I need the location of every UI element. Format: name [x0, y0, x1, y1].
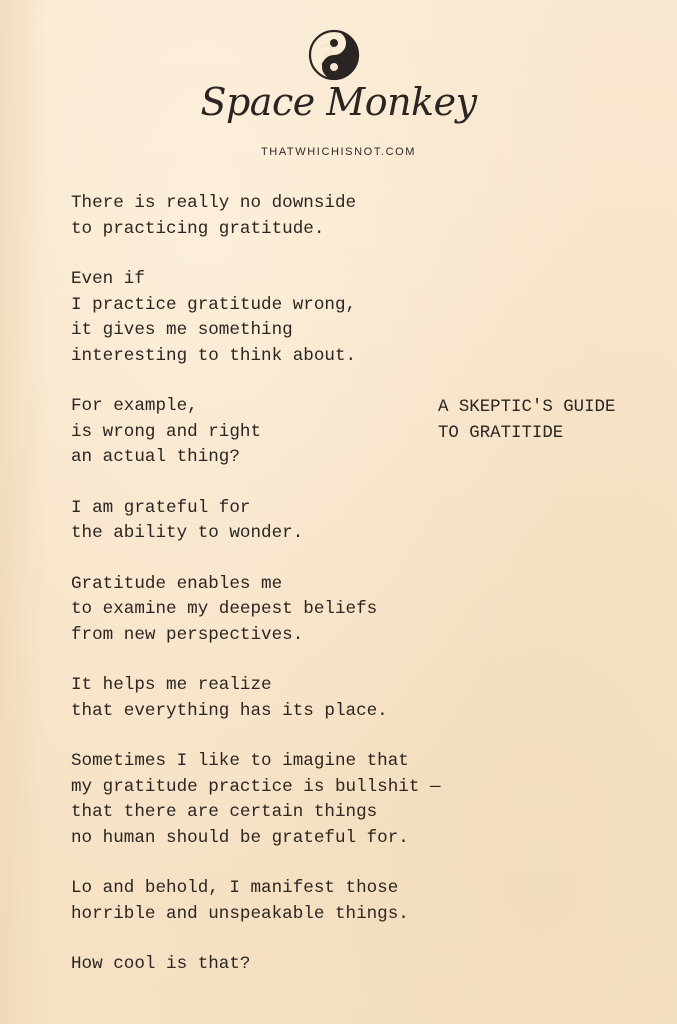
poem-line: Even if — [71, 269, 145, 289]
poem-line: to practicing gratitude. — [71, 218, 325, 239]
stanza — [71, 191, 471, 242]
stanza — [71, 394, 471, 471]
poem-line: There is really no downside — [71, 193, 357, 213]
brand-name: Space Monkey — [200, 80, 477, 124]
poem-line: no human should be grateful for. — [71, 827, 409, 848]
stanza — [71, 673, 471, 724]
stanza — [71, 496, 471, 547]
poem-title — [438, 395, 615, 446]
poem-title-line: A SKEPTIC'S GUIDE — [438, 398, 616, 417]
poem-line: an actual thing? — [71, 447, 240, 467]
poem-line: that there are certain things — [71, 802, 378, 822]
poem-line: horrible and unspeakable things. — [71, 903, 409, 924]
stanza — [71, 572, 471, 649]
poem-line: I practice gratitude wrong, — [71, 294, 357, 315]
stanza — [71, 749, 471, 851]
poem-line: interesting to think about. — [71, 345, 357, 366]
poem-title-line: TO GRATITIDE — [438, 423, 564, 443]
poem-line: is wrong and right — [71, 421, 262, 442]
poem-line: It helps me realize — [71, 675, 272, 695]
stanza — [71, 876, 471, 927]
poem-line: the ability to wonder. — [71, 523, 304, 543]
site-url: THATWHICHISNOT.COM — [260, 146, 417, 158]
poem-line: For example, — [71, 396, 198, 416]
poem-line: Sometimes I like to imagine that — [71, 751, 409, 771]
poem-line: from new perspectives. — [71, 624, 304, 645]
poem-line: I am grateful for — [71, 497, 251, 518]
poem-line: How cool is that? — [71, 954, 251, 974]
poem-line: to examine my deepest beliefs — [71, 599, 378, 619]
poem-line: Gratitude enables me — [71, 573, 283, 594]
stanza — [71, 952, 471, 978]
poem-body — [71, 191, 471, 1003]
poem-line: it gives me something — [71, 320, 293, 340]
poem-line: my gratitude practice is bullshit — — [71, 776, 441, 797]
space-monkey-yin-yang-icon — [307, 28, 361, 82]
stanza — [71, 267, 471, 369]
poem-line: that everything has its place. — [71, 700, 388, 721]
poem-line: Lo and behold, I manifest those — [71, 878, 399, 898]
